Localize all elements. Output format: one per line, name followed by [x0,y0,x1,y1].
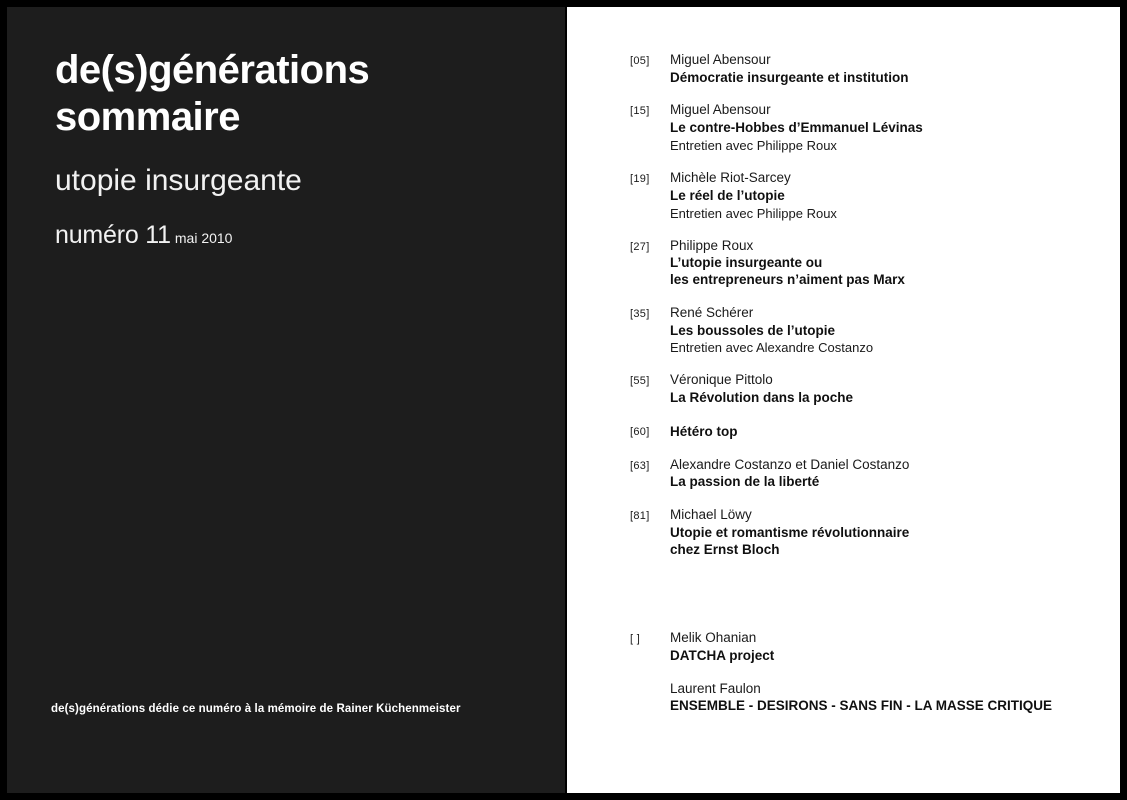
cover-panel [7,7,565,793]
toc-entry-body [670,681,1100,715]
toc-author: Melik Ohanian [670,630,757,646]
toc-page-number: [05] [630,55,650,67]
toc-note: Entretien avec Philippe Roux [670,205,837,221]
toc-entry[interactable] [630,507,1100,558]
toc-author: Michael Löwy [670,507,752,523]
toc-title: Le réel de l’utopie [670,187,785,203]
toc-author: Philippe Roux [670,237,754,253]
toc-page-number: [81] [630,510,650,523]
toc-note: Entretien avec Alexandre Costanzo [670,340,874,356]
toc-author: René Schérer [670,304,754,320]
toc-entry[interactable] [630,238,1100,289]
toc-entry-body [670,52,1100,86]
toc-note: Entretien avec Philippe Roux [670,137,837,153]
toc-author: Miguel Abensour [670,52,771,67]
publication-title [55,47,535,141]
toc-author: Véronique Pittolo [670,372,773,388]
issue-line [55,221,535,250]
toc-entry-body [670,507,1100,558]
toc-page-number: [15] [630,105,650,118]
issue-subtitle: utopie insurgeante [55,164,302,198]
toc-entry-body [670,102,1100,154]
toc-page-number: [27] [630,240,650,253]
toc-entry-body [670,457,1100,491]
toc-entry[interactable] [630,457,1100,491]
toc-title: Le contre-Hobbes d’Emmanuel Lévinas [670,120,923,136]
toc-page-number: [35] [630,307,650,320]
toc-entry[interactable] [630,52,1100,86]
toc-entry-body [670,238,1100,289]
toc-title: La Révolution dans la poche [670,390,854,406]
issue-date: mai 2010 [174,230,233,247]
toc-page-number: [55] [630,375,650,388]
toc-title: L’utopie insurgeante ou les entrepreneurs n’aiment pas Marx [670,255,905,288]
toc-page-number: [63] [630,459,650,472]
toc-entry[interactable] [630,423,1100,441]
toc-title: ENSEMBLE - DESIRONS - SANS FIN - LA MASSE CRITIQUE [670,698,1053,714]
toc-title: Hétéro top [670,423,738,439]
toc-page-number: [ ] [630,633,641,646]
toc-entry[interactable] [630,681,1100,715]
toc-entry-body [670,630,1100,664]
toc-entry-body [670,305,1100,357]
publication-title-line2: sommaire [55,95,240,140]
contents-panel [567,7,1120,793]
toc-author: Laurent Faulon [670,680,761,696]
publication-title-line1: de(s)générations [55,48,370,92]
toc-author: Miguel Abensour [670,102,771,118]
toc-title: Démocratie insurgeante et institution [670,69,909,85]
cover-titles [55,47,535,250]
issue-number: numéro 11 [55,221,171,250]
table-of-contents [630,52,1100,731]
toc-entry[interactable] [630,372,1100,406]
toc-entry-body [670,372,1100,406]
toc-entry-body [670,170,1100,222]
toc-page-number: [60] [630,425,650,438]
toc-title: La passion de la liberté [670,474,820,490]
toc-entry[interactable] [630,305,1100,357]
toc-entry[interactable] [630,170,1100,222]
dedication-text: de(s)générations dédie ce numéro à la mémoire de Rainer Küchenmeister [51,703,461,715]
toc-author: Michèle Riot-Sarcey [670,170,791,186]
toc-page-number: [19] [630,173,650,186]
toc-title: DATCHA project [670,648,775,664]
toc-entry[interactable] [630,102,1100,154]
toc-title: Utopie et romantisme révolutionnaire chez Ernst Bloch [670,524,910,557]
toc-page-number [630,681,670,684]
toc-title: Les boussoles de l’utopie [670,322,836,338]
toc-entry-body [670,423,1100,441]
toc-author: Alexandre Costanzo et Daniel Costanzo [670,456,910,472]
toc-entry[interactable] [630,630,1100,664]
